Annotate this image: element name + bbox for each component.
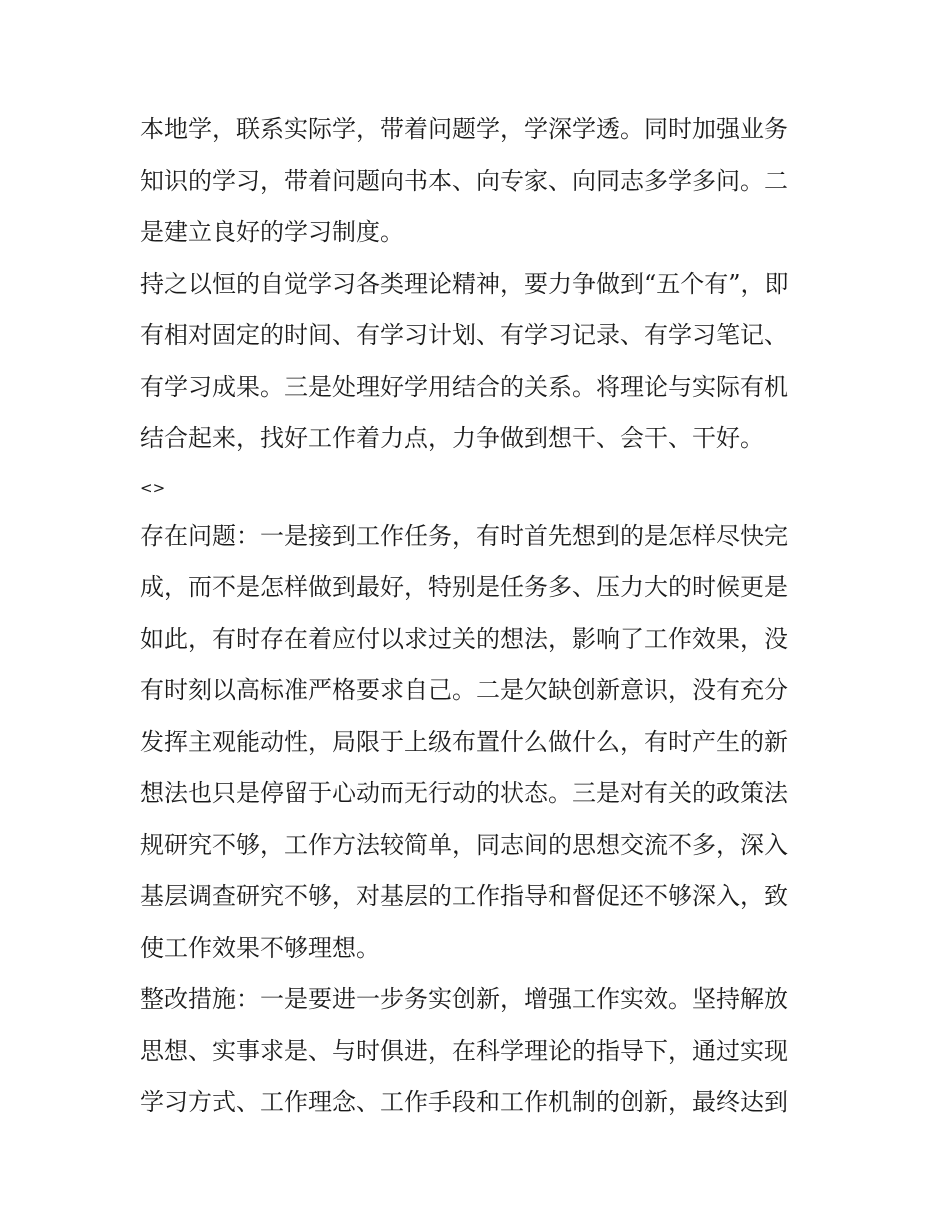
text-line: 成，而不是怎样做到最好，特别是任务多、压力大的时候更是 xyxy=(140,573,788,601)
text-line: 本地学，联系实际学，带着问题学，学深学透。同时加强业务 xyxy=(140,115,788,143)
text-line: 想法也只是停留于心动而无行动的状态。三是对有关的政策法 xyxy=(140,779,788,807)
paragraph-study-system xyxy=(140,259,820,465)
document-body xyxy=(140,104,820,1129)
text-line: 使工作效果不够理想。 xyxy=(140,933,380,962)
text-line: 有相对固定的时间、有学习计划、有学习记录、有学习笔记、 xyxy=(140,321,788,349)
text-line: 是建立良好的学习制度。 xyxy=(140,218,404,246)
section-marker: <> xyxy=(140,478,166,497)
text-line: 有学习成果。三是处理好学用结合的关系。将理论与实际有机 xyxy=(140,372,788,401)
text-line: 有时刻以高标准严格要求自己。二是欠缺创新意识，没有充分 xyxy=(140,676,788,704)
text-line: 如此，有时存在着应付以求过关的想法，影响了工作效果，没 xyxy=(140,624,788,653)
paragraph-study-methods xyxy=(140,104,820,259)
text-line: 结合起来，找好工作着力点，力争做到想干、会干、干好。 xyxy=(140,424,764,452)
text-line: 知识的学习，带着问题向书本、向专家、向同志多学多问。二 xyxy=(140,166,788,195)
paragraph-rectification-measures xyxy=(140,974,820,1129)
text-line: 整改措施：一是要进一步务实创新，增强工作实效。坚持解放 xyxy=(140,985,788,1013)
text-line: 规研究不够，工作方法较简单，同志间的思想交流不多，深入 xyxy=(140,830,788,859)
text-line: 持之以恒的自觉学习各类理论精神，要力争做到“五个有”，即 xyxy=(140,269,789,298)
paragraph-existing-problems xyxy=(140,511,820,975)
text-line: 学习方式、工作理念、工作手段和工作机制的创新，最终达到 xyxy=(140,1088,788,1116)
text-line: 存在问题：一是接到工作任务，有时首先想到的是怎样尽快完 xyxy=(140,521,788,550)
text-line: 基层调查研究不够，对基层的工作指导和督促还不够深入，致 xyxy=(140,882,788,910)
text-line: 思想、实事求是、与时俱进，在科学理论的指导下，通过实现 xyxy=(140,1036,788,1065)
text-line: 发挥主观能动性，局限于上级布置什么做什么，有时产生的新 xyxy=(140,727,788,756)
